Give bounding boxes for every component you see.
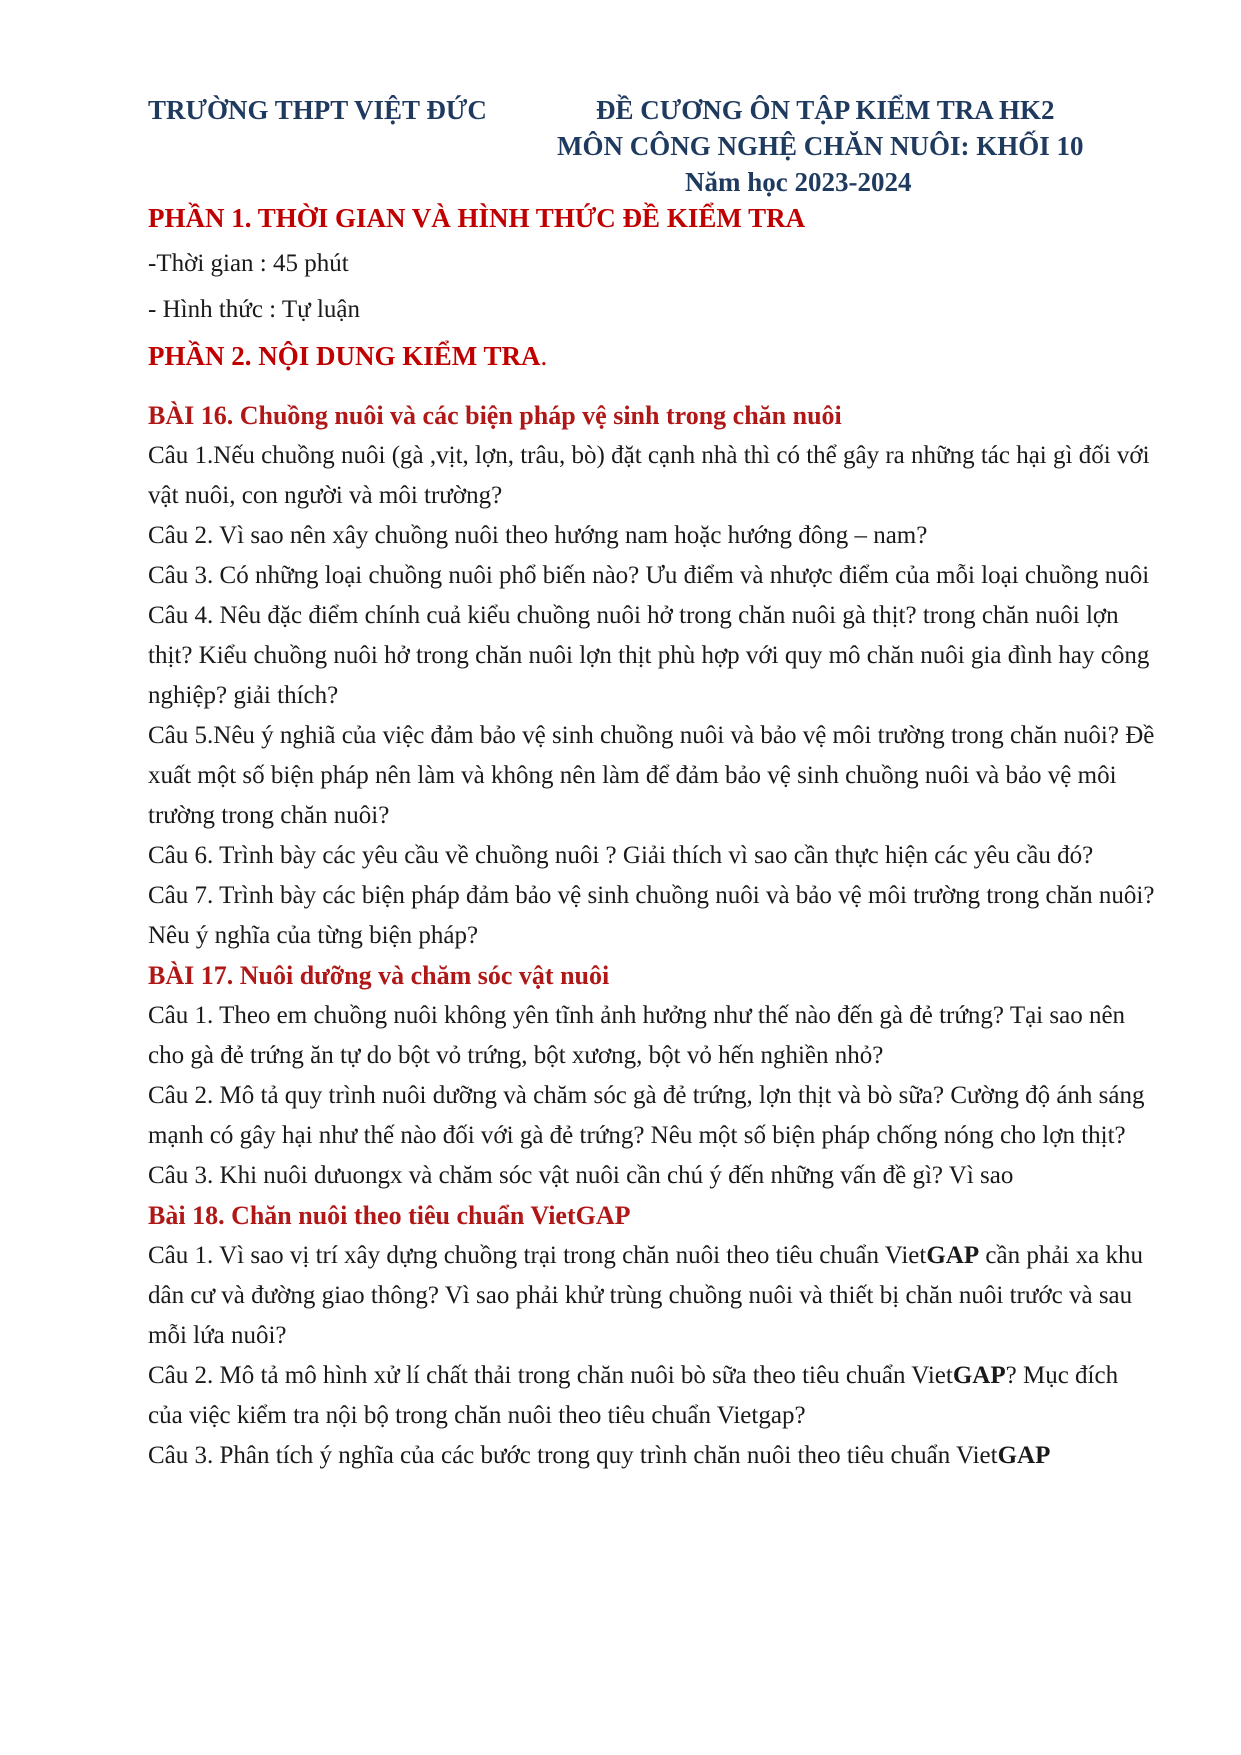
lesson-17-question-3: Câu 3. Khi nuôi dưuongx và chăm sóc vật nuôi cần chú ý đến những vấn đề gì? Vì sao (148, 1162, 1014, 1189)
document-body (148, 200, 1158, 1476)
q2-text: Câu 2. Mô tả mô hình xử lí chất thải trong chăn nuôi bò sữa theo tiêu chuẩn Viet (148, 1362, 953, 1389)
q1-text-after: cần phải xa khu dân cư và đường giao thông? Vì sao phải khử trùng chuồng nuôi và thiết bị chăn nuôi trước và sau mỗi lứa nuôi? (148, 1242, 1143, 1349)
school-year: Năm học 2023-2024 (685, 167, 912, 197)
lesson-16-question-1: Câu 1.Nếu chuồng nuôi (gà ,vịt, lợn, trâu, bò) đặt cạnh nhà thì có thể gây ra những tác hại gì đối với vật nuôi, con người và môi trường? (148, 442, 1150, 509)
lesson-16-question-3: Câu 3. Có những loại chuồng nuôi phổ biến nào? Ưu điểm và nhược điểm của mỗi loại chuồng nuôi (148, 562, 1150, 589)
part1-heading: PHẦN 1. THỜI GIAN VÀ HÌNH THỨC ĐỀ KIỂM TRA (148, 203, 806, 233)
lesson-16-question-6: Câu 6. Trình bày các yêu cầu về chuồng nuôi ? Giải thích vì sao cần thực hiện các yêu cầu đó? (148, 842, 1094, 869)
lesson-16-title: BÀI 16. Chuồng nuôi và các biện pháp vệ sinh trong chăn nuôi (148, 401, 842, 430)
lesson-18-question-2 (148, 1356, 1158, 1436)
q2-text-after: ? Mục đích của việc kiểm tra nội bộ trong chăn nuôi theo tiêu chuẩn Vietgap? (148, 1362, 1119, 1429)
q2-bold: GAP (952, 1362, 1006, 1389)
document-title: ĐỀ CƯƠNG ÔN TẬP KIỂM TRA HK2 (596, 95, 1055, 125)
lesson-18-question-1 (148, 1236, 1158, 1356)
lesson-16-question-7: Câu 7. Trình bày các biện pháp đảm bảo vệ sinh chuồng nuôi và bảo vệ môi trường trong chăn nuôi? Nêu ý nghĩa của từng biện pháp? (148, 882, 1155, 949)
part2-heading (148, 338, 1158, 374)
subject-title: MÔN CÔNG NGHỆ CHĂN NUÔI: KHỐI 10 (557, 131, 1084, 161)
lesson-16-question-5: Câu 5.Nêu ý nghiã của việc đảm bảo vệ sinh chuồng nuôi và bảo vệ môi trường trong chăn nuôi? Đề xuất một số biện pháp nên làm và không nên làm để đảm bảo vệ sinh chuồng nuôi và bảo vệ môi trường trong chăn nuôi? (148, 722, 1155, 829)
lesson-17-question-1: Câu 1. Theo em chuồng nuôi không yên tĩnh ảnh hưởng như thế nào đến gà đẻ trứng? Tại sao nên cho gà đẻ trứng ăn tự do bột vỏ trứng, bột xương, bột vỏ hến nghiền nhỏ? (148, 1002, 1126, 1069)
q3-text: Câu 3. Phân tích ý nghĩa của các bước trong quy trình chăn nuôi theo tiêu chuẩn Viet (148, 1442, 998, 1469)
school-name: TRƯỜNG THPT VIỆT ĐỨC (148, 95, 487, 125)
lesson-18-title: Bài 18. Chăn nuôi theo tiêu chuẩn VietGAP (148, 1201, 631, 1230)
lesson-16-question-4: Câu 4. Nêu đặc điểm chính cuả kiểu chuồng nuôi hở trong chăn nuôi gà thịt? trong chăn nuôi lợn thịt? Kiểu chuồng nuôi hở trong chăn nuôi lợn thịt phù hợp với quy mô chăn nuôi gia đình hay công nghiệp? giải thích? (148, 602, 1150, 709)
lesson-16-question-2: Câu 2. Vì sao nên xây chuồng nuôi theo hướng nam hoặc hướng đông – nam? (148, 522, 928, 549)
q1-text: Câu 1. Vì sao vị trí xây dựng chuồng trại trong chăn nuôi theo tiêu chuẩn Viet (148, 1242, 927, 1269)
exam-time: -Thời gian : 45 phút (148, 250, 349, 277)
part2-heading-dot: . (540, 341, 548, 371)
exam-format: - Hình thức : Tự luận (148, 296, 361, 323)
lesson-17-title: BÀI 17. Nuôi dưỡng và chăm sóc vật nuôi (148, 961, 610, 990)
lesson-18-question-3 (148, 1436, 1158, 1476)
q1-bold: GAP (926, 1242, 980, 1269)
part2-heading-text: PHẦN 2. NỘI DUNG KIỂM TRA (148, 341, 541, 371)
q3-bold: GAP (997, 1442, 1051, 1469)
lesson-17-question-2: Câu 2. Mô tả quy trình nuôi dưỡng và chăm sóc gà đẻ trứng, lợn thịt và bò sữa? Cường độ ánh sáng mạnh có gây hại như thế nào đối với gà đẻ trứng? Nêu một số biện pháp chống nóng cho lợn thịt? (148, 1082, 1145, 1149)
